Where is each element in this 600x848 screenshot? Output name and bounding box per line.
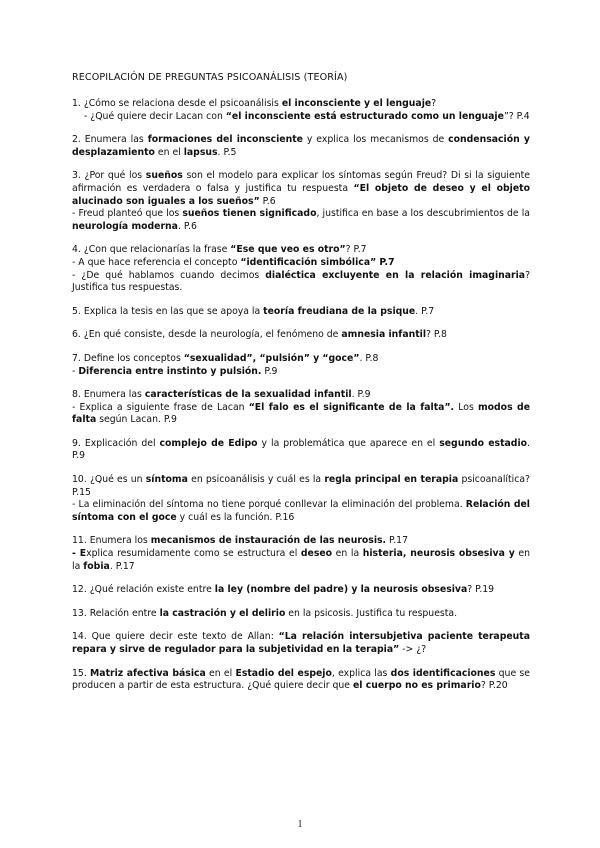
question-line [72, 438, 530, 463]
bold-term: mecanismos de instauración de las neurosis. [150, 535, 387, 547]
text-run: 7. Define los conceptos [72, 352, 184, 364]
text-run: ? P.20 [480, 680, 508, 692]
text-run: ? P.8 [426, 329, 447, 341]
text-run: ? Justifica tus respuestas. [72, 269, 531, 294]
text-run: y la problemática que aparece en el [257, 437, 440, 449]
question-list [72, 98, 530, 693]
text-run: - ¿De qué hablamos cuando decimos [72, 269, 266, 281]
question-line [72, 474, 530, 499]
bold-term: sueños tienen significado [182, 208, 317, 220]
bold-term: “el inconsciente está estructurado como un lenguaje [225, 110, 504, 122]
question-line [72, 257, 530, 270]
question-line [72, 134, 530, 159]
text-run: 3. ¿Por qué los [72, 170, 146, 182]
bold-term: condensación y desplazamiento [72, 134, 530, 158]
text-run: 10. ¿Qué es un [72, 474, 146, 486]
question-line [72, 329, 530, 342]
text-run: en el [154, 146, 184, 158]
bold-term: lapsus [183, 146, 218, 158]
bold-term: “El falo es el significante de la falta”. [248, 401, 455, 413]
bold-term: amnesia infantil [341, 329, 427, 341]
bold-term: el inconsciente y el lenguaje [281, 98, 432, 109]
question-14 [72, 631, 530, 656]
text-run: . P.17 [109, 560, 135, 572]
bold-term: Estadio del espejo [235, 667, 332, 679]
question-line [72, 98, 530, 111]
document-page [72, 72, 530, 704]
text-run: en la [332, 548, 363, 560]
question-line [72, 389, 530, 402]
text-run: . P.7 [415, 305, 435, 317]
text-run: P.6 [259, 195, 276, 207]
text-run: 13. Relación entre [72, 607, 160, 619]
text-run: xplica resumidamente como se estructura el [86, 548, 301, 560]
question-3 [72, 170, 530, 233]
text-run: - Freud planteó que los [72, 208, 183, 220]
text-run: -> ¿? [399, 644, 427, 655]
question-4 [72, 244, 530, 294]
bold-term: sueños [145, 170, 183, 182]
question-line [72, 535, 530, 548]
text-run: y explica los mecanismos de [302, 134, 449, 146]
text-run: . P.9 [351, 389, 371, 401]
text-run: ? P.7 [345, 244, 367, 256]
text-run: y cuál es la función. P.16 [176, 511, 295, 523]
bold-term: teoría freudiana de la psique [263, 305, 416, 317]
question-line [72, 306, 530, 319]
question-line [72, 668, 530, 693]
text-run: . P.8 [359, 352, 379, 364]
question-line [72, 548, 530, 573]
bold-term: “El objeto de deseo y el objeto alucinado son iguales a los sueños” [72, 182, 531, 207]
text-run: ? P.19 [467, 584, 495, 596]
bold-term: Relación del síntoma con el goce [72, 499, 530, 523]
document-title: RECOPILACIÓN DE PREGUNTAS PSICOANÁLISIS (TEORÍA) [72, 72, 348, 83]
text-run: 6. ¿En qué consiste, desde la neurología, el fenómeno de [72, 329, 342, 341]
question-6 [72, 329, 530, 342]
question-line [72, 353, 530, 366]
question-1 [72, 98, 530, 123]
bold-term: el cuerpo no es primario [352, 680, 481, 692]
text-run: . P.5 [217, 146, 237, 158]
text-run: psicoanalítica? P.15 [72, 474, 530, 498]
text-run: en la [72, 548, 531, 572]
text-run: P.9 [261, 365, 278, 377]
text-run: 12. ¿Qué relación existe entre [72, 584, 215, 596]
question-line [72, 366, 530, 379]
text-run: ”? P.4 [503, 110, 530, 122]
bold-term: Matriz afectiva básica [90, 667, 206, 679]
text-run: - Explica a siguiente frase de Lacan [72, 401, 249, 413]
question-line [72, 499, 530, 524]
text-run: , justifica en base a los descubrimientos de la [316, 208, 530, 220]
text-run: 4. ¿Con que relacionarías la frase [72, 244, 231, 256]
bold-term: síntoma [145, 474, 188, 486]
text-run: 8. Enumera las [72, 389, 145, 401]
bold-term: segundo estadio [439, 437, 528, 449]
text-run: 15. [72, 667, 91, 679]
text-run: en el [205, 667, 236, 679]
text-run: . P.6 [177, 220, 197, 232]
page-number: 1 [297, 819, 303, 830]
bold-term: la castración y el delirio [159, 607, 286, 619]
bold-term: complejo de Edipo [159, 437, 258, 449]
text-run: 11. Enumera los [72, 535, 151, 547]
text-run: 1. ¿Cómo se relaciona desde el psicoanálisis [72, 98, 282, 109]
bold-term: “identificación simbólica” P.7 [240, 256, 395, 268]
question-line [72, 208, 530, 233]
question-line [72, 270, 530, 295]
bold-term: fobia [83, 560, 110, 572]
text-run: 2. Enumera las [72, 134, 148, 146]
question-8 [72, 389, 530, 427]
question-12 [72, 584, 530, 597]
text-run: - La eliminación del síntoma no tiene porqué conllevar la eliminación del problema. [72, 499, 466, 511]
bold-term: regla principal en terapia [324, 474, 459, 486]
bold-term: dos identificaciones [390, 667, 496, 679]
bold-term: modos de falta [72, 401, 530, 426]
question-9 [72, 438, 530, 463]
question-line [72, 170, 530, 208]
text-run: que se producen a partir de esta estructura. ¿Qué quiere decir que [72, 667, 530, 692]
question-7 [72, 353, 530, 378]
question-15 [72, 668, 530, 693]
bold-term: - E [72, 548, 87, 560]
question-5 [72, 306, 530, 319]
bold-term: Diferencia entre instinto y pulsión. [78, 365, 262, 377]
bold-term: “Ese que veo es otro” [230, 244, 346, 256]
text-run: - [72, 365, 79, 377]
text-run: ? [431, 98, 437, 109]
text-run: 14. Que quiere decir este texto de Allan: [72, 631, 279, 643]
question-10 [72, 474, 530, 524]
bold-term: histeria, neurosis obsesiva y [362, 548, 515, 560]
bold-term: formaciones del inconsciente [147, 134, 303, 146]
question-line [72, 111, 530, 124]
text-run: en psicoanálisis y cuál es la [187, 474, 325, 486]
text-run: P.17 [386, 535, 408, 547]
bold-term: la ley (nombre del padre) y la neurosis obsesiva [214, 584, 468, 596]
text-run: en la psicosis. Justifica tu respuesta. [285, 607, 458, 619]
question-11 [72, 535, 530, 573]
bold-term: “La relación intersubjetiva paciente terapeuta repara y sirve de regulador para la subjetividad en la terapia” [72, 631, 530, 655]
bold-term: “sexualidad”, “pulsión” y “goce” [183, 352, 360, 364]
text-run: - ¿Qué quiere decir Lacan con [84, 110, 226, 122]
text-run: 9. Explicación del [72, 437, 160, 449]
question-13 [72, 608, 530, 621]
bold-term: características de la sexualidad infantil [144, 389, 352, 401]
text-run: , explica las [331, 667, 391, 679]
question-line [72, 402, 530, 427]
text-run: . P.9 [72, 437, 531, 462]
text-run: según Lacan. P.9 [96, 414, 177, 426]
bold-term: neurología moderna [72, 220, 178, 232]
question-line [72, 584, 530, 597]
text-run: - A que hace referencia el concepto [72, 256, 241, 268]
question-line [72, 244, 530, 257]
text-run: son el modelo para explicar los síntomas según Freud? Di si la siguiente afirmación es verdadera o falsa y justifica tu respuesta [72, 170, 530, 194]
question-line [72, 631, 530, 656]
bold-term: dialéctica excluyente en la relación imaginaria [265, 269, 526, 281]
text-run: 5. Explica la tesis en las que se apoya la [72, 305, 264, 317]
question-2 [72, 134, 530, 159]
bold-term: deseo [300, 548, 333, 560]
question-line [72, 608, 530, 621]
text-run: Los [454, 401, 478, 413]
